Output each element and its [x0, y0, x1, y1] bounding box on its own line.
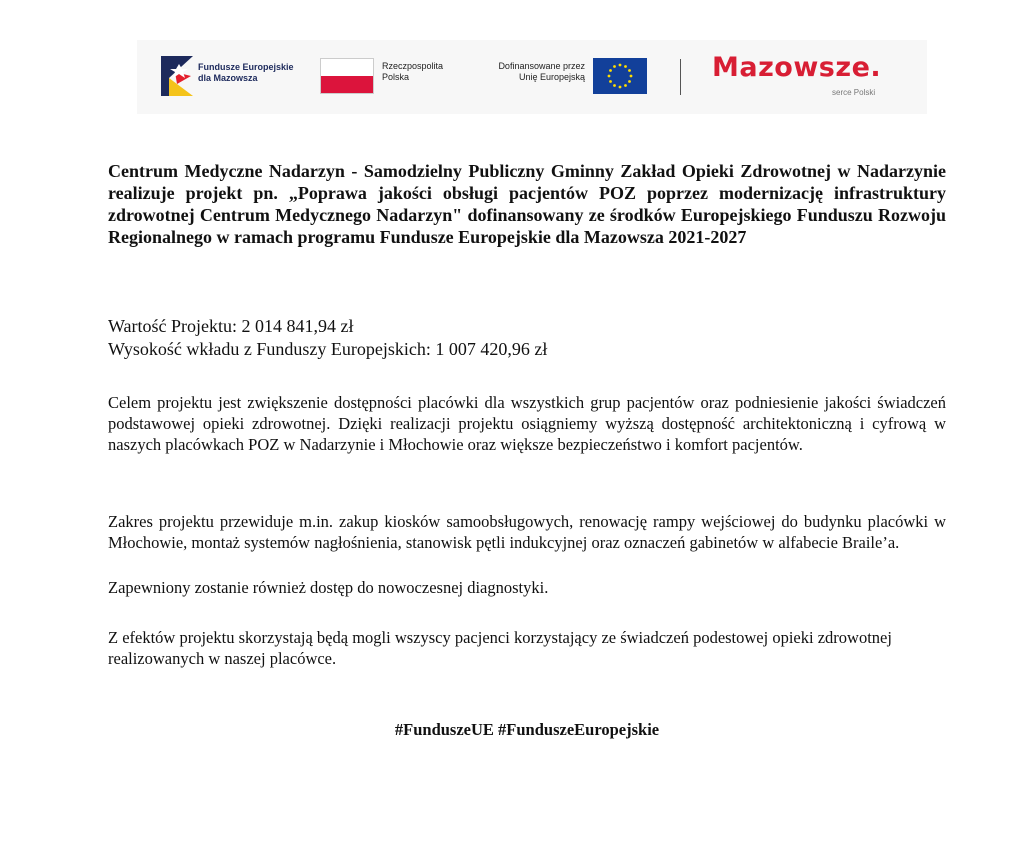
fe-logo-line1: Fundusze Europejskie: [198, 62, 294, 72]
paragraph-effects: Z efektów projektu skorzystają będą mogli wszyscy pacjenci korzystający ze świadczeń podestowej opieki zdrowotnej realizowanych w naszej placówce.: [108, 628, 892, 668]
polish-flag-icon: [320, 58, 374, 94]
logo-divider: [680, 59, 681, 95]
mazowsze-logo-name: Mazowsze.: [712, 52, 882, 83]
fe-logo-line2: dla Mazowsza: [198, 73, 258, 83]
rp-logo-line2: Polska: [382, 72, 410, 82]
hashtags: #FunduszeUE #FunduszeEuropejskie: [394, 720, 660, 739]
paragraph-scope: Zakres projektu przewiduje m.in. zakup kiosków samoobsługowych, renowację rampy wejściowej do budynku placówki w Młochowie, montaż systemów nagłośnienia, stanowisk pętli indukcyjnej oraz oznaczeń gabinetów w alfabecie Braile’a.: [108, 512, 946, 552]
paragraph-goal: Celem projektu jest zwiększenie dostępności placówki dla wszystkich grup pacjentów oraz podniesienie jakości świadczeń podstawowej opieki zdrowotnej. Dzięki realizacji projektu osiągniemy wyższą dostępność architektoniczną i cyfrową w naszych placówkach POZ w Nadarzynie i Młochowie oraz większe bezpieczeństwo i komfort pacjentów.: [108, 393, 946, 454]
project-value: Wartość Projektu: 2 014 841,94 zł: [108, 316, 354, 336]
project-title: Centrum Medyczne Nadarzyn - Samodzielny Publiczny Gminny Zakład Opieki Zdrowotnej w Nadarzynie realizuje projekt pn. „Poprawa jakości obsługi pacjentów POZ poprzez modernizację infrastruktury zdrowotnej Centrum Medycznego Nadarzyn" dofinansowany ze środków Europejskiego Funduszu Rozwoju Regionalnego w ramach programu Fundusze Europejskie dla Mazowsza 2021-2027: [108, 161, 946, 247]
eu-contribution-value: Wysokość wkładu z Funduszy Europejskich: 1 007 420,96 zł: [108, 339, 548, 359]
project-values: [108, 315, 946, 361]
fundusze-europejskie-emblem-icon: [161, 56, 193, 96]
mazowsze-logo-tagline: serce Polski: [832, 88, 876, 97]
eu-logo-line2: Unię Europejską: [518, 72, 585, 82]
rp-logo-line1: Rzeczpospolita: [382, 61, 444, 71]
rzeczpospolita-logo: [320, 58, 470, 98]
eu-flag-icon: [593, 58, 647, 94]
eu-logo-line1: Dofinansowane przez: [498, 61, 585, 71]
paragraph-diagnostics: Zapewniony zostanie również dostęp do nowoczesnej diagnostyki.: [108, 578, 549, 597]
mazowsze-logo: [712, 52, 912, 102]
fundusze-europejskie-logo: [161, 54, 301, 98]
logo-strip: [137, 40, 927, 114]
eu-cofinancing-logo: [477, 58, 647, 98]
